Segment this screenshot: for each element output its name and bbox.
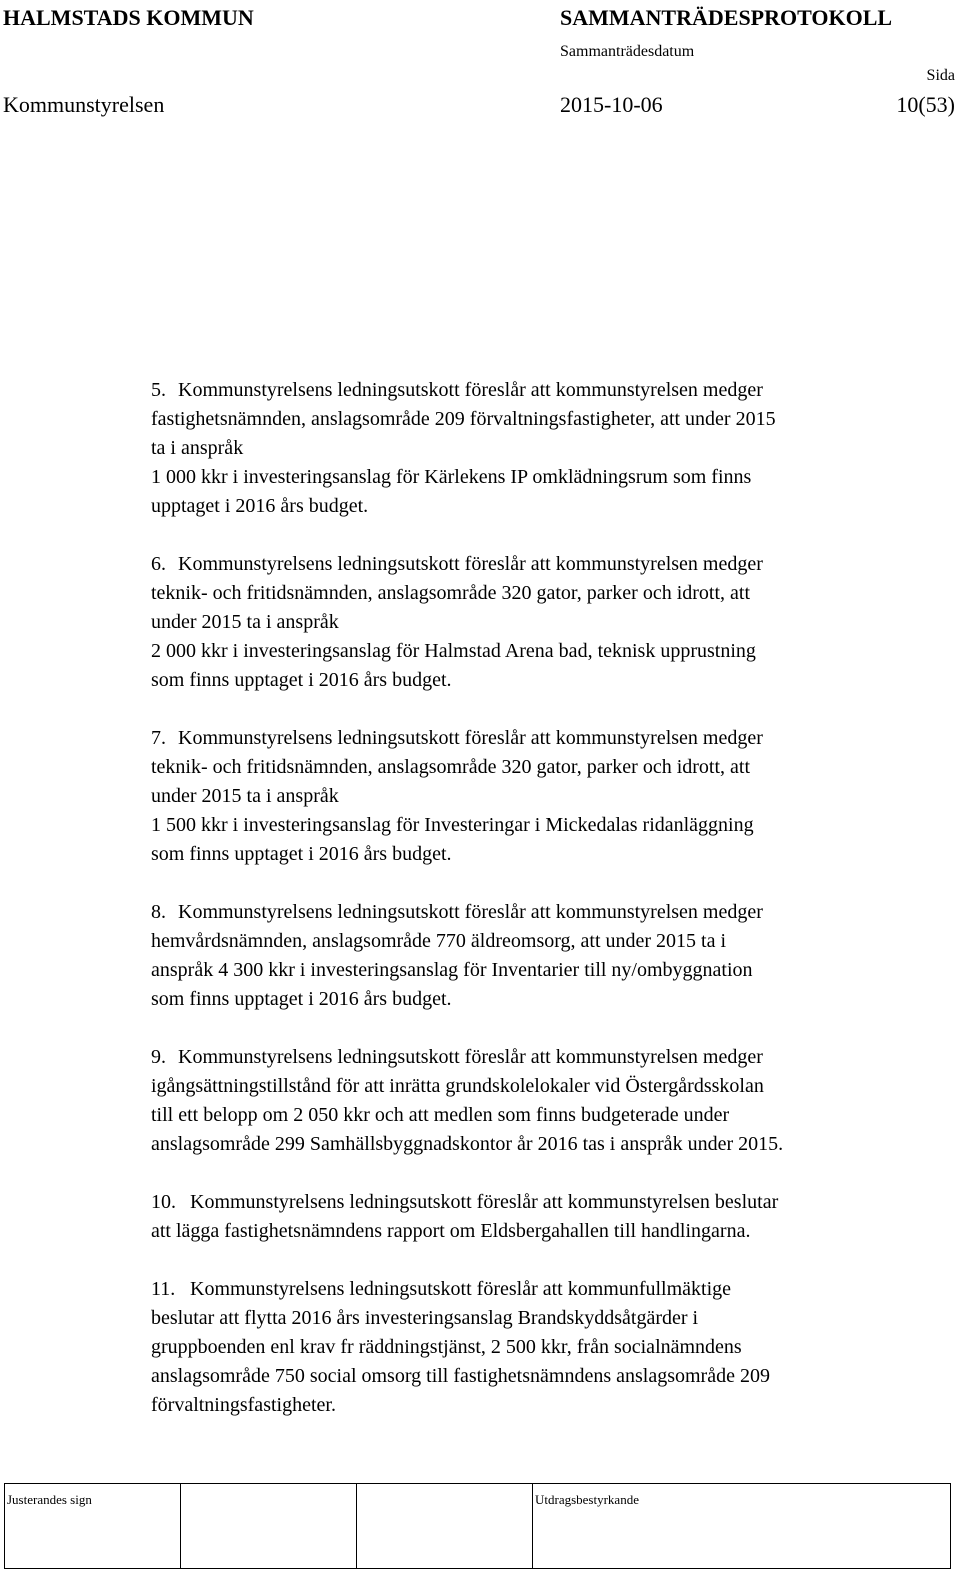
protocol-item-line [151, 811, 946, 840]
protocol-item-line [151, 927, 946, 956]
signature-cell-2 [181, 1484, 357, 1569]
protocol-item [151, 1275, 946, 1420]
document-type: SAMMANTRÄDESPROTOKOLL [560, 5, 893, 30]
protocol-item-line [151, 1275, 946, 1304]
signature-table [4, 1483, 951, 1569]
protocol-item-number: 8. [151, 901, 166, 923]
protocol-item [151, 550, 946, 695]
protocol-item-line [151, 637, 946, 666]
protocol-item-line [151, 956, 946, 985]
protocol-item-line [151, 1043, 946, 1072]
protocol-item-text: 1 500 kkr i investeringsanslag för Investeringar i Mickedalas ridanläggning [151, 814, 754, 836]
utdragsbestyrkande-cell [533, 1484, 951, 1569]
protocol-item-line [151, 608, 946, 637]
protocol-item-text: ta i anspråk [151, 437, 244, 459]
protocol-item-line [151, 492, 946, 521]
protocol-item-text: under 2015 ta i anspråk [151, 785, 339, 807]
protocol-item-number: 6. [151, 553, 166, 575]
protocol-item-text: upptaget i 2016 års budget. [151, 495, 369, 517]
protocol-item-text: 2 000 kkr i investeringsanslag för Halmstad Arena bad, teknisk upprustning [151, 640, 756, 662]
protocol-item-text: under 2015 ta i anspråk [151, 611, 339, 633]
protocol-item-line [151, 1188, 946, 1217]
protocol-item-text: att lägga fastighetsnämndens rapport om Eldsbergahallen till handlingarna. [151, 1220, 751, 1242]
protocol-item-text: Kommunstyrelsens ledningsutskott föreslår att kommunstyrelsen medger [178, 901, 763, 923]
justerandes-sign-label: Justerandes sign [7, 1492, 92, 1507]
protocol-item-line [151, 1072, 946, 1101]
org-name: HALMSTADS KOMMUN [3, 5, 254, 30]
protocol-item-text: till ett belopp om 2 050 kkr och att medlen som finns budgeterade under [151, 1104, 730, 1126]
protocol-item-number: 10. [151, 1191, 176, 1213]
protocol-item-text: Kommunstyrelsens ledningsutskott föreslår att kommunstyrelsen medger [178, 379, 763, 401]
protocol-item-line [151, 1362, 946, 1391]
protocol-item-line [151, 1217, 946, 1246]
protocol-item-text: igångsättningstillstånd för att inrätta grundskolelokaler vid Östergårdsskolan [151, 1075, 764, 1097]
protocol-item-line [151, 463, 946, 492]
protocol-item-text: 1 000 kkr i investeringsanslag för Kärlekens IP omklädningsrum som finns [151, 466, 752, 488]
protocol-item-line [151, 1391, 946, 1420]
protocol-item [151, 898, 946, 1014]
protocol-item-text: gruppboenden enl krav fr räddningstjänst, 2 500 kkr, från socialnämndens [151, 1336, 742, 1358]
meeting-date: 2015-10-06 [560, 92, 663, 117]
protocol-body [151, 376, 946, 1449]
body-name: Kommunstyrelsen [3, 92, 165, 117]
protocol-item-text: Kommunstyrelsens ledningsutskott föreslår att kommunstyrelsen beslutar [190, 1191, 779, 1213]
page-number: 10(53) [896, 92, 955, 117]
protocol-item-text: Kommunstyrelsens ledningsutskott föreslår att kommunfullmäktige [190, 1278, 732, 1300]
protocol-item-text: Kommunstyrelsens ledningsutskott föreslår att kommunstyrelsen medger [178, 553, 763, 575]
signature-cell-1 [5, 1484, 181, 1569]
page-label: Sida [926, 67, 955, 84]
protocol-item-text: fastighetsnämnden, anslagsområde 209 förvaltningsfastigheter, att under 2015 [151, 408, 776, 430]
protocol-item-number: 9. [151, 1046, 166, 1068]
protocol-item-line [151, 840, 946, 869]
protocol-item [151, 724, 946, 869]
protocol-item-text: hemvårdsnämnden, anslagsområde 770 äldreomsorg, att under 2015 ta i [151, 930, 727, 952]
protocol-item-line [151, 1101, 946, 1130]
protocol-item-line [151, 434, 946, 463]
protocol-item-line [151, 1333, 946, 1362]
protocol-item-line [151, 782, 946, 811]
protocol-item-line [151, 898, 946, 927]
protocol-item-line [151, 376, 946, 405]
protocol-item-text: beslutar att flytta 2016 års investeringsanslag Brandskyddsåtgärder i [151, 1307, 699, 1329]
protocol-item-line [151, 550, 946, 579]
protocol-item-text: anslagsområde 750 social omsorg till fastighetsnämndens anslagsområde 209 [151, 1365, 770, 1387]
protocol-item-number: 7. [151, 727, 166, 749]
protocol-item-text: teknik- och fritidsnämnden, anslagsområde 320 gator, parker och idrott, att [151, 756, 751, 778]
protocol-item-line [151, 985, 946, 1014]
signature-cell-3 [357, 1484, 533, 1569]
protocol-item-line [151, 405, 946, 434]
protocol-item-number: 5. [151, 379, 166, 401]
protocol-item-line [151, 753, 946, 782]
protocol-item-line [151, 1304, 946, 1333]
protocol-item-text: som finns upptaget i 2016 års budget. [151, 669, 452, 691]
protocol-item-text: som finns upptaget i 2016 års budget. [151, 843, 452, 865]
protocol-item [151, 1043, 946, 1159]
meeting-date-label: Sammanträdesdatum [560, 43, 695, 60]
protocol-item-line [151, 579, 946, 608]
protocol-item-line [151, 666, 946, 695]
protocol-item-number: 11. [151, 1278, 176, 1300]
protocol-item-line [151, 1130, 946, 1159]
utdragsbestyrkande-label: Utdragsbestyrkande [535, 1492, 639, 1507]
protocol-item-text: anspråk 4 300 kkr i investeringsanslag för Inventarier till ny/ombyggnation [151, 959, 753, 981]
protocol-item-text: förvaltningsfastigheter. [151, 1394, 336, 1416]
protocol-item-text: Kommunstyrelsens ledningsutskott föreslår att kommunstyrelsen medger [178, 1046, 763, 1068]
protocol-item [151, 376, 946, 521]
protocol-item-text: Kommunstyrelsens ledningsutskott föreslår att kommunstyrelsen medger [178, 727, 763, 749]
protocol-item-text: som finns upptaget i 2016 års budget. [151, 988, 452, 1010]
protocol-item-text: anslagsområde 299 Samhällsbyggnadskontor år 2016 tas i anspråk under 2015. [151, 1133, 784, 1155]
protocol-item-text: teknik- och fritidsnämnden, anslagsområde 320 gator, parker och idrott, att [151, 582, 751, 604]
protocol-item-line [151, 724, 946, 753]
protocol-item [151, 1188, 946, 1246]
